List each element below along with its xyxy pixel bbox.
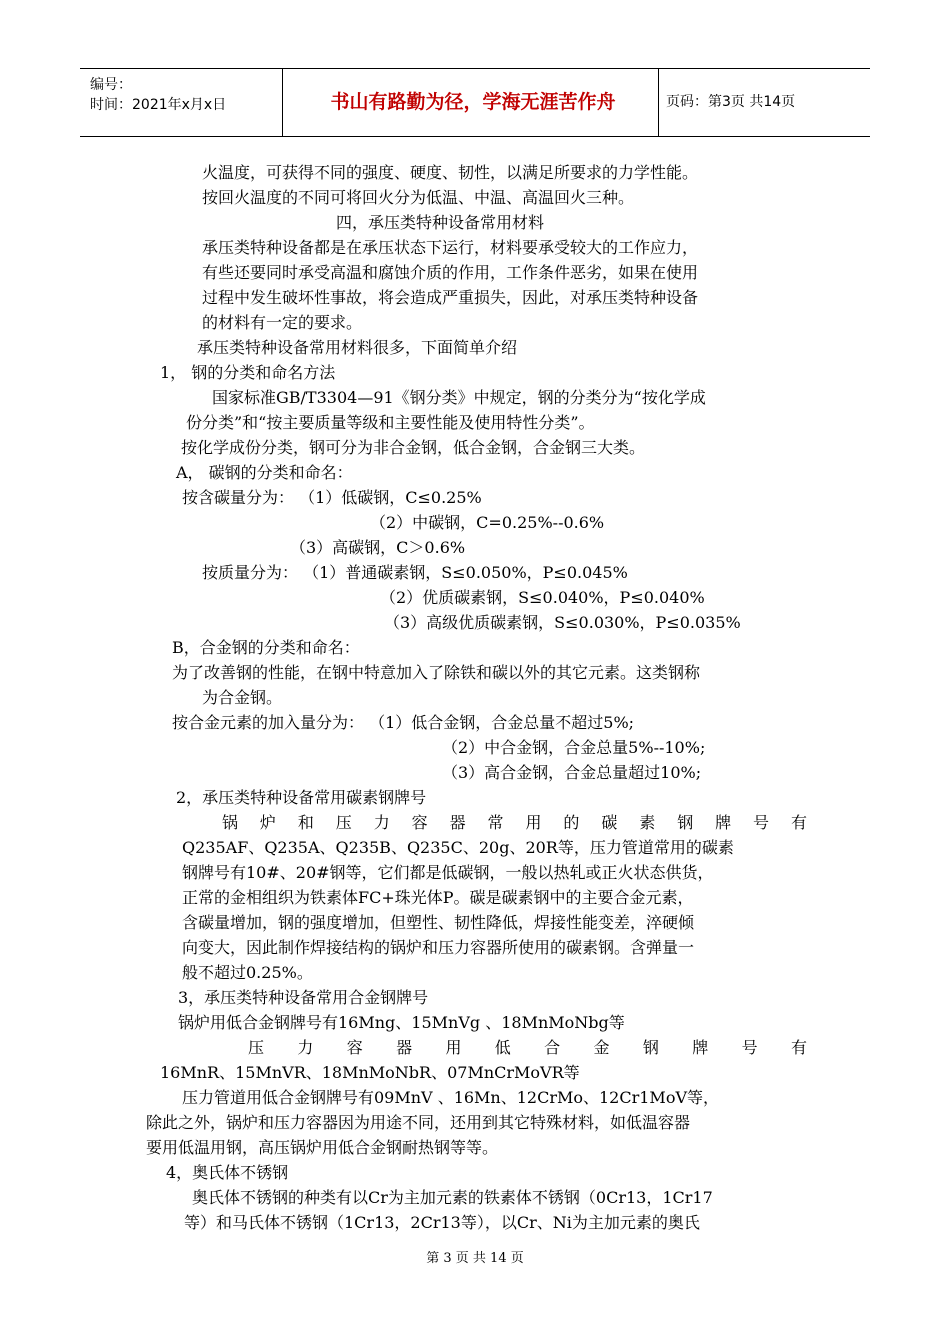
body-line: 压力容器用低合金钢牌号有 xyxy=(248,1038,807,1057)
doc-time-label: 时间：2021年x月x日 xyxy=(90,97,227,113)
subheading: B，合金钢的分类和命名： xyxy=(172,638,360,657)
page-header xyxy=(80,68,870,137)
body-line: 正常的金相组织为铁素体FC+珠光体P。碳是碳素钢中的主要合金元素， xyxy=(182,888,694,907)
list-item: 按合金元素的加入量分为： （1）低合金钢，合金总量不超过5%; xyxy=(172,713,635,732)
body-line: 含碳量增加，钢的强度增加，但塑性、韧性降低，焊接性能变差，淬硬倾 xyxy=(182,913,695,932)
numbered-heading: 4，奥氏体不锈钢 xyxy=(166,1163,289,1182)
numbered-heading: 2，承压类特种设备常用碳素钢牌号 xyxy=(176,788,427,807)
numbered-heading: 3，承压类特种设备常用合金钢牌号 xyxy=(178,988,429,1007)
list-item: （2）优质碳素钢，S≤0.040%，P≤0.040% xyxy=(380,588,705,607)
body-line: Q235AF、Q235A、Q235B、Q235C、20g、20R等，压力管道常用的碳素 xyxy=(182,838,734,857)
body-line: 除此之外，锅炉和压力容器因为用途不同，还用到其它特殊材料，如低温容器 xyxy=(146,1113,691,1132)
body-line: 承压类特种设备常用材料很多，下面简单介绍 xyxy=(197,338,518,357)
body-line: 锅炉用低合金钢牌号有16Mng、15MnVg 、18MnMoNbg等 xyxy=(178,1013,625,1032)
subheading: A， 碳钢的分类和命名： xyxy=(176,463,353,482)
body-line: 要用低温用钢，高压锅炉用低合金钢耐热钢等等。 xyxy=(146,1138,499,1157)
body-line: 奥氏体不锈钢的种类有以Cr为主加元素的铁素体不锈钢（0Cr13，1Cr17 xyxy=(192,1188,713,1207)
body-line: 为合金钢。 xyxy=(202,688,283,707)
body-line: 锅炉和压力容器常用的碳素钢牌号有 xyxy=(222,813,807,832)
header-motto: 书山有路勤为径，学海无涯苦作舟 xyxy=(330,91,616,113)
body-line: 国家标准GB/T3304—91《钢分类》中规定，钢的分类分为“按化学成 xyxy=(212,388,706,407)
list-item: （3）高碳钢，C＞0.6% xyxy=(290,538,466,557)
body-line: 承压类特种设备都是在承压状态下运行，材料要承受较大的工作应力， xyxy=(202,238,699,257)
body-line: 为了改善钢的性能，在钢中特意加入了除铁和碳以外的其它元素。这类钢称 xyxy=(172,663,701,682)
list-item: （2）中碳钢，C=0.25%--0.6% xyxy=(370,513,605,532)
list-item: （3）高合金钢，合金总量超过10%; xyxy=(442,763,702,782)
header-meta xyxy=(90,75,226,115)
list-item: （2）中合金钢，合金总量5%--10%; xyxy=(442,738,706,757)
body-line: 的材料有一定的要求。 xyxy=(202,313,363,332)
body-line: 火温度，可获得不同的强度、硬度、韧性，以满足所要求的力学性能。 xyxy=(202,163,699,182)
list-item: 按含碳量分为： （1）低碳钢，C≤0.25% xyxy=(182,488,482,507)
list-item: 按质量分为： （1）普通碳素钢，S≤0.050%，P≤0.045% xyxy=(202,563,628,582)
body-line: 钢牌号有10#、20#钢等，它们都是低碳钢，一般以热轧或正火状态供货， xyxy=(182,863,714,882)
body-line: 按回火温度的不同可将回火分为低温、中温、高温回火三种。 xyxy=(202,188,635,207)
body-line: 向变大，因此制作焊接结构的锅炉和压力容器所使用的碳素钢。含弹量一 xyxy=(182,938,695,957)
body-line: 压力管道用低合金钢牌号有09MnV 、16Mn、12CrMo、12Cr1MoV等， xyxy=(182,1088,720,1107)
section-heading: 四，承压类特种设备常用材料 xyxy=(336,213,545,232)
body-line: 份分类”和“按主要质量等级和主要性能及使用特性分类”。 xyxy=(186,413,595,432)
numbered-heading: 1， 钢的分类和命名方法 xyxy=(160,363,336,382)
body-line: 等）和马氏体不锈钢（1Cr13，2Cr13等），以Cr、Ni为主加元素的奥氏 xyxy=(184,1213,700,1232)
body-line: 般不超过0.25%。 xyxy=(182,963,313,982)
body-line: 过程中发生破坏性事故，将会造成严重损失，因此，对承压类特种设备 xyxy=(202,288,699,307)
body-line: 按化学成份分类，钢可分为非合金钢，低合金钢，合金钢三大类。 xyxy=(181,438,646,457)
body-line: 16MnR、15MnVR、18MnMoNbR、07MnCrMoVR等 xyxy=(160,1063,580,1082)
list-item: （3）高级优质碳素钢，S≤0.030%，P≤0.035% xyxy=(384,613,741,632)
doc-code-label: 编号： xyxy=(90,77,132,93)
page-footer: 第 3 页 共 14 页 xyxy=(426,1251,524,1266)
header-divider xyxy=(282,69,283,136)
header-page-info: 页码：第3页 共14页 xyxy=(666,94,796,110)
body-line: 有些还要同时承受高温和腐蚀介质的作用，工作条件恶劣，如果在使用 xyxy=(202,263,699,282)
